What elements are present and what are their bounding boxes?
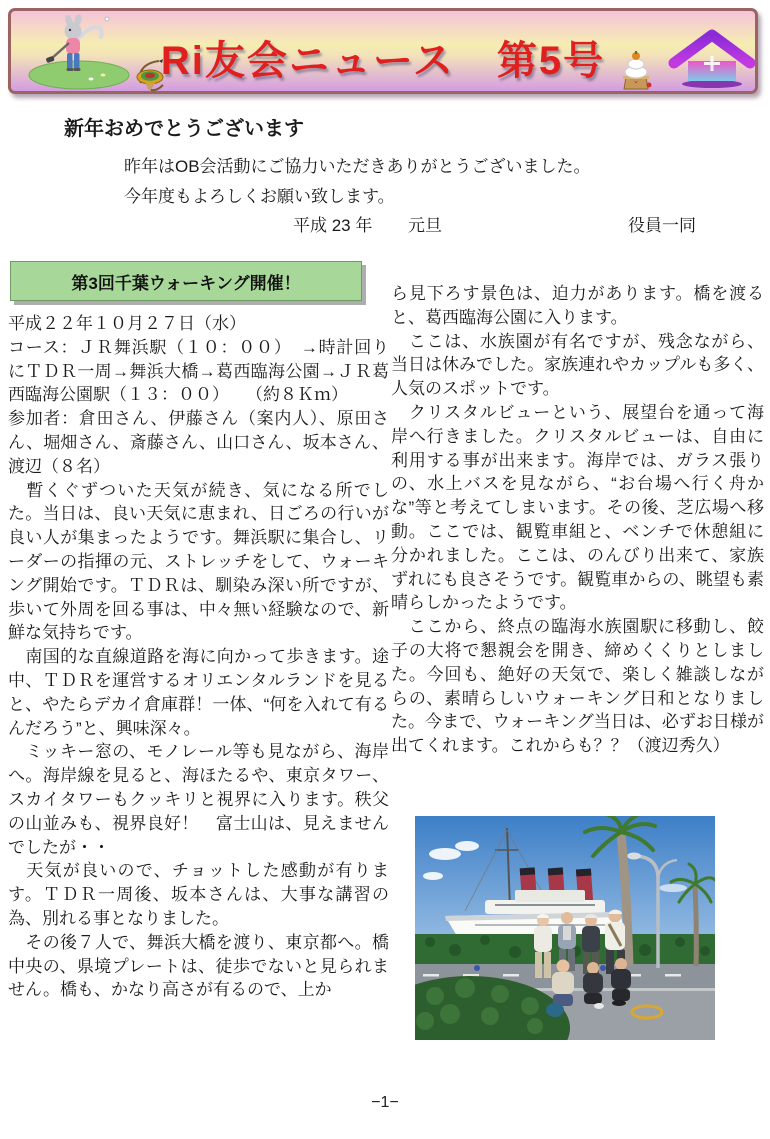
paragraph: 暫くぐずついた天気が続き、気になる所でした。当日は、良い天気に恵まれ、日ごろの行いが良い人が集まったようです。舞浜駅に集合し、リーダーの指揮の元、ストレッチをして、ウォーキング開始です。ＴＤＲは、馴染み深い所ですが、歩いて外周を回る事は、中々無い経験なので、新鮮な気持ちです。 xyxy=(8,480,389,643)
paragraph: 平成２２年１０月２７日（水） xyxy=(8,314,246,333)
paragraph: ここは、水族園が有名ですが、残念ながら、当日は休みでした。家族連れやカップルも多く、人気のスポットです。 xyxy=(391,331,764,399)
greeting-signature: 役員一同 xyxy=(628,216,696,235)
section-title-box xyxy=(10,261,362,301)
paragraph: 天気が良いので、チョットした感動が有ります。ＴＤＲ一周後、坂本さんは、大事な講習の為、別れる事となりました。 xyxy=(8,861,389,928)
paragraph: クリスタルビューという、展望台を通って海岸へ行きました。クリスタルビューは、自由に利用する事が出来ます。海岸では、ガラス張りの、水上バスを見ながら、“お台場へ行く舟かな”等と考えてしまいます。その後、芝広場へ移動。ここでは、観覧車組と、ベンチで休憩組に分かれました。ここは、のんびり出来て、家族ずれにも良さそうです。観覧車からの、眺望も素晴らしかったようです。 xyxy=(391,402,764,613)
section-title: 第3回千葉ウォーキング開催！ xyxy=(71,273,301,293)
page-number: −1− xyxy=(371,1094,399,1111)
paragraph: ミッキー窓の、モノレール等も見ながら、海岸へ。海岸線を見ると、海ほたるや、東京タワー、スカイタワーもクッキリと視界に入ります。秩父の山並みも、視界良好！ 富士山は、見えませんでしたが・・ xyxy=(8,742,389,857)
paragraph: コース：ＪＲ舞浜駅（１０：００） →時計回りにＴＤＲ一周→舞浜大橋→葛西臨海公園→ＪＲ葛西臨海公園駅（１３：００） （約８Ｋｍ） xyxy=(8,337,389,405)
paragraph: ら見下ろす景色は、迫力があります。橋を渡ると、葛西臨海公園に入ります。 xyxy=(391,284,764,327)
paragraph: 参加者：倉田さん、伊藤さん（案内人）、原田さん、堀畑さん、斎藤さん、山口さん、坂本さん、渡辺（８名） xyxy=(8,409,389,476)
group-photo-image xyxy=(415,816,715,1040)
greeting-date: 平成 23 年 xyxy=(293,216,373,235)
paragraph: その後７人で、舞浜大橋を渡り、東京都へ。橋中央の、県境プレートは、徒歩でないと見られません。橋も、かなり高さが有るので、上か xyxy=(8,932,389,1000)
greeting-line-1: 昨年はOB会活動にご協力いただきありがとうございました。 xyxy=(124,157,591,176)
newsletter-header-banner xyxy=(8,8,758,94)
greeting-day: 元旦 xyxy=(408,216,442,235)
group-photo xyxy=(415,816,715,1040)
article-left-column xyxy=(8,312,389,1074)
greeting-line-2: 今年度もよろしくお願い致します。 xyxy=(124,187,395,206)
paragraph: 南国的な直線道路を海に向かって歩きます。途中、ＴＤＲを運営するオリエンタルランドを見ると、やたらデカイ倉庫群！一体、“何を入れて有るんだろう”と、興味深々。 xyxy=(8,647,389,738)
article-right-column xyxy=(391,282,764,774)
greeting-heading: 新年おめでとうございます xyxy=(64,118,304,140)
newsletter-title: Ri友会ニュース 第5号 xyxy=(160,39,606,83)
paragraph: ここから、終点の臨海水族園駅に移動し、餃子の大将で懇親会を開き、締めくくりとしました。今回も、絶好の天気で、楽しく雑談しながらの、素晴らしいウォーキング日和となりました。今まで、ウォーキング当日は、必ずお日様が出てくれます。これからも？？（渡辺秀久） xyxy=(391,617,764,756)
